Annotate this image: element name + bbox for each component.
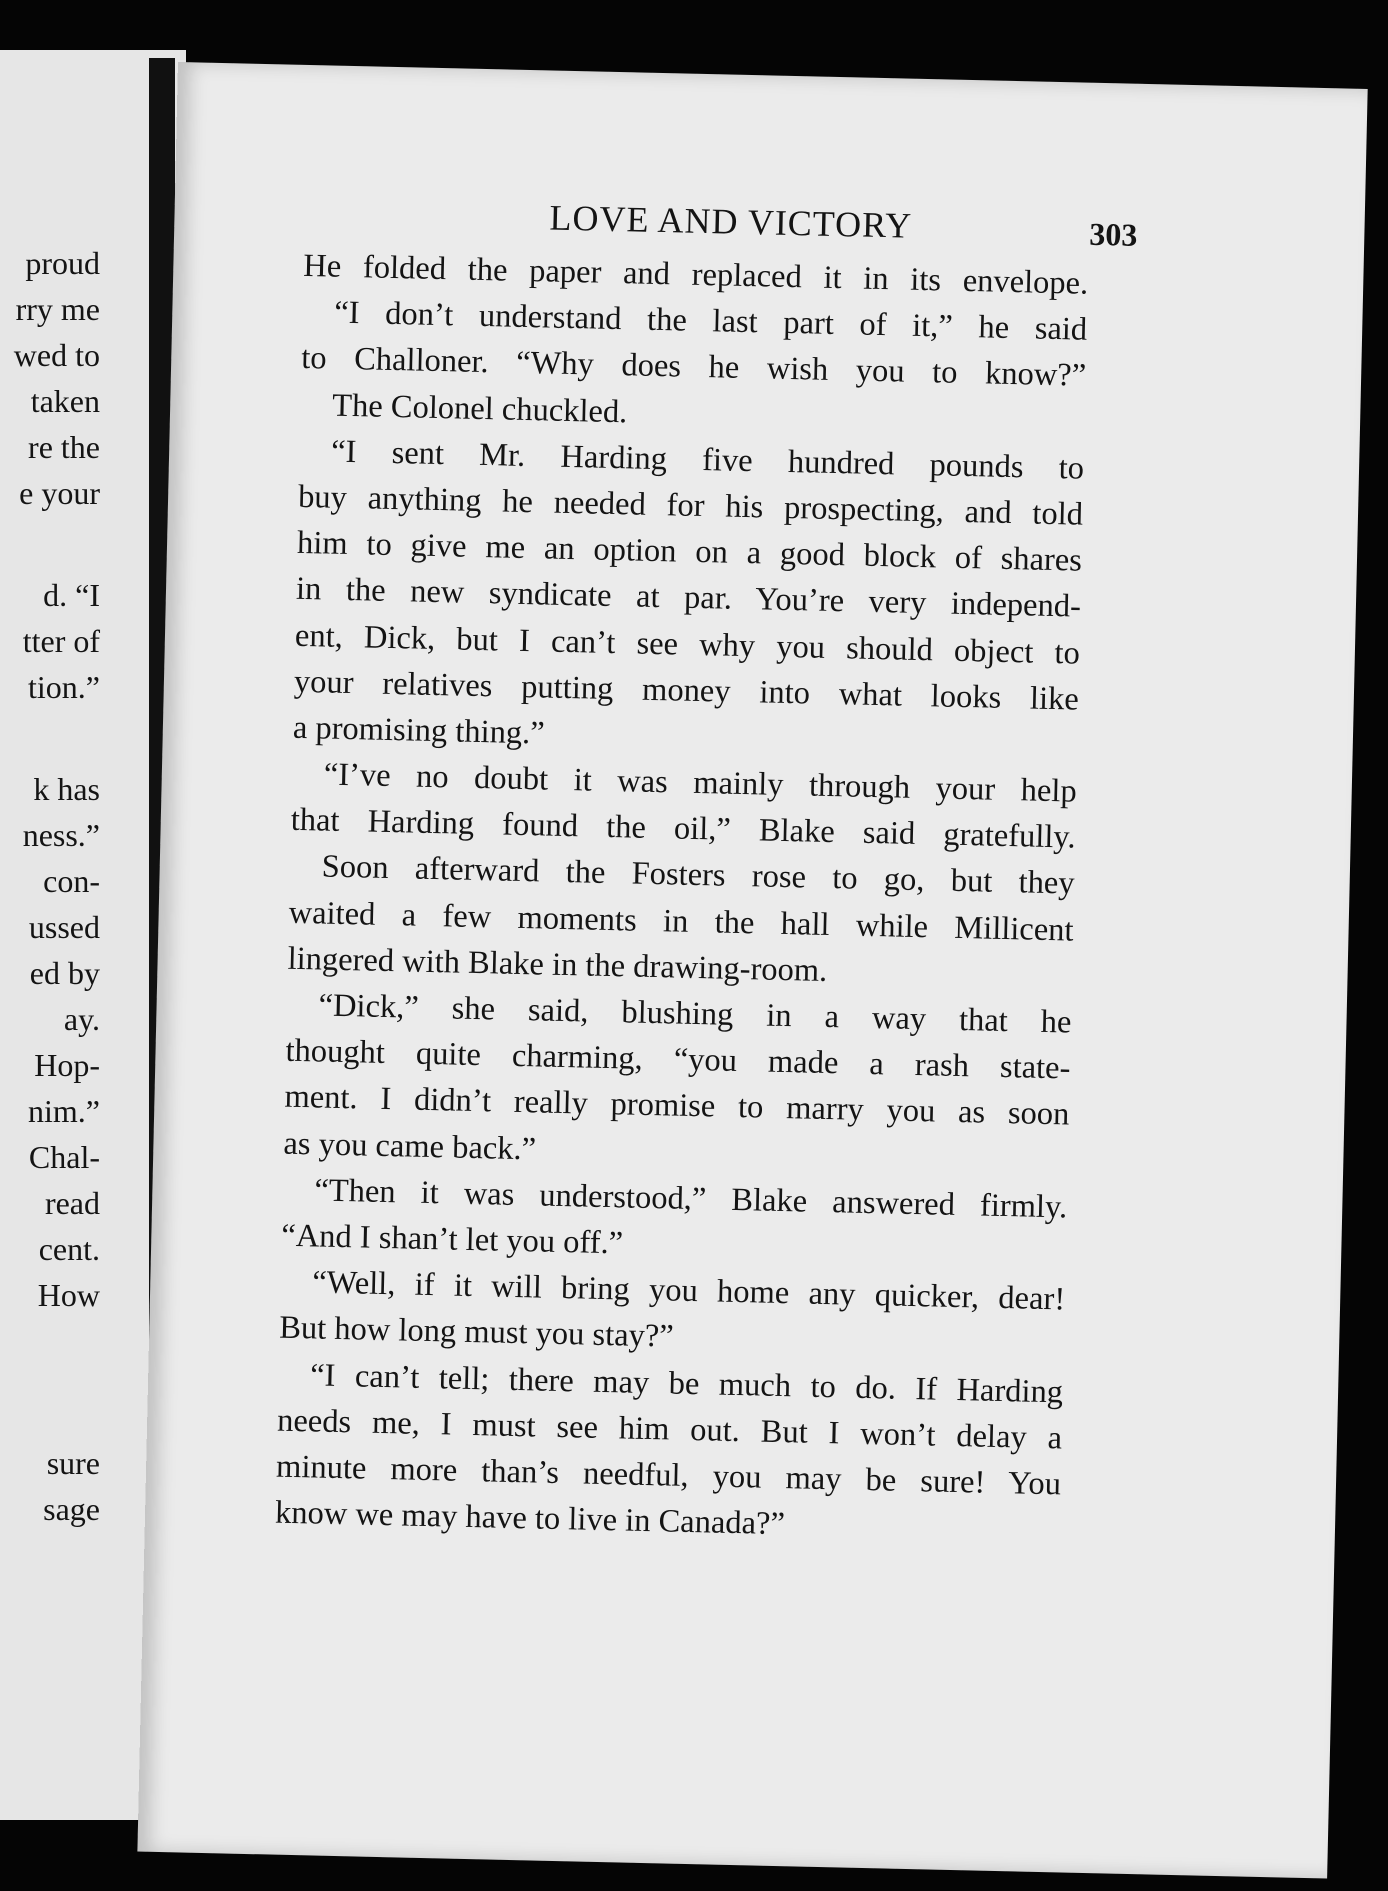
left-fragment: rry me [15,291,100,327]
page-number: 303 [1088,215,1138,253]
text-line: “Well, if it will bring you home any quicker, dear! [311,1264,1066,1318]
text-line: know we may have to live in Canada?” [274,1494,786,1543]
left-fragment: read [44,1185,100,1221]
text-line: But how long must you stay?” [278,1309,675,1355]
running-head: LOVE AND VICTORY [549,197,913,246]
book-page [137,62,1367,1879]
text-line: lingered with Blake in the drawing-room. [287,940,828,989]
left-fragment: ay. [63,1001,100,1037]
left-fragment: ussed [28,909,100,945]
text-line: Soon afterward the Fosters rose to go, but they [321,848,1075,902]
text-line: “I’ve no doubt it was mainly through your help [323,756,1078,810]
left-fragment: re the [28,429,100,465]
body-text [275,243,1089,1554]
text-line: “I can’t tell; there may be much to do. If Harding [309,1356,1064,1410]
left-fragment: nim.” [28,1093,100,1129]
text-line: as you came back.” [283,1125,537,1167]
text-line: that Harding found the oil,” Blake said gratefully. [290,802,1077,856]
left-fragment: tion.” [28,669,100,705]
text-line: waited a few moments in the hall while Millicent [288,894,1074,949]
left-fragment: wed to [13,337,100,373]
left-fragment: e your [19,475,100,511]
left-fragment: proud [25,245,100,281]
left-fragment: con- [43,863,100,899]
text-line: thought quite charming, “you made a rash state- [285,1032,1071,1087]
text-line: “And I shan’t let you off.” [280,1217,624,1262]
left-fragment: taken [30,383,100,419]
text-line: “I don’t understand the last part of it,” he said [333,294,1088,348]
text-line: ent, Dick, but I can’t see why you should object to [294,617,1081,672]
text-line: to Challoner. “Why does he wish you to know?” [300,340,1087,395]
left-fragment: sage [43,1491,100,1527]
text-line: needs me, I must see him out. But I won’t delay a [276,1402,1063,1457]
left-fragment: Chal- [28,1139,100,1175]
left-fragment: tter of [22,623,100,659]
text-line: in the new syndicate at par. You’re very independ- [295,571,1082,625]
left-fragment: How [37,1277,100,1313]
text-line: your relatives putting money into what looks like [293,663,1080,718]
left-fragment: d. “I [43,577,100,613]
text-line: “I sent Mr. Harding five hundred pounds to [330,433,1085,487]
left-fragment: k has [33,771,100,807]
left-fragment: ness.” [22,817,100,853]
left-fragment: Hop- [34,1047,100,1083]
text-line: him to give me an option on a good block of shares [296,524,1083,579]
text-line: The Colonel chuckled. [331,387,628,430]
text-line: buy anything he needed for his prospecting, and told [297,478,1084,533]
text-line: “Then it was understood,” Blake answered firmly. [314,1172,1068,1226]
text-line: “Dick,” she said, blushing in a way that he [318,987,1072,1041]
left-fragment: cent. [38,1231,100,1267]
left-fragment: ed by [29,955,100,991]
text-line: a promising thing.” [292,709,546,752]
left-fragment: sure [46,1445,100,1481]
text-line: He folded the paper and replaced it in its envelope. [302,247,1089,302]
text-line: minute more than’s needful, you may be sure! You [275,1448,1062,1503]
text-line: ment. I didn’t really promise to marry you as soon [284,1079,1070,1133]
